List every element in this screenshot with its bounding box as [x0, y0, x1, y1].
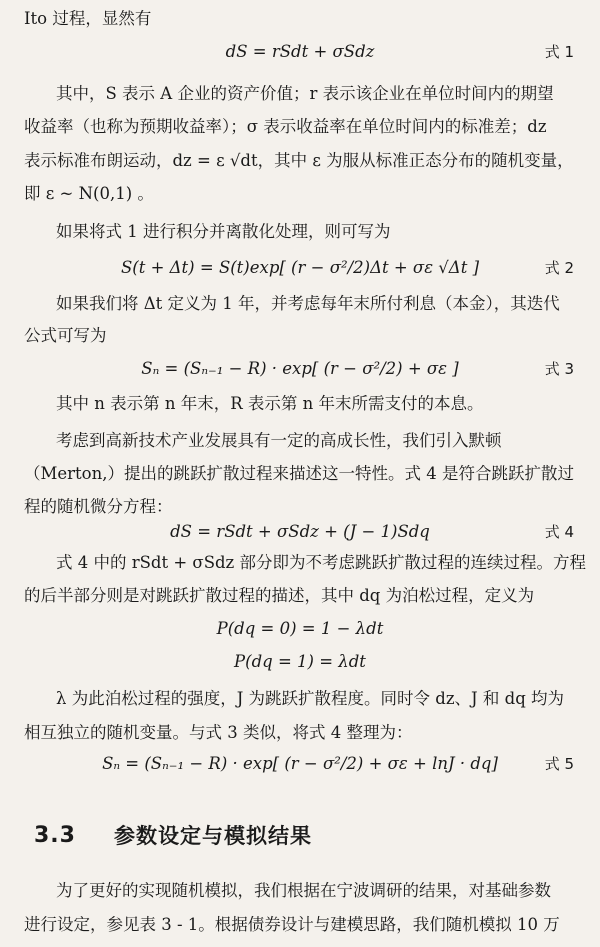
- equation-4: [0, 520, 600, 544]
- equation-formula: S(t + Δt) = S(t)exp[ (r − σ²/2)Δt + σε √Δt ]: [120, 258, 480, 277]
- equation-label: 式 4: [544, 523, 574, 541]
- text-line: 程的随机微分方程：: [24, 497, 173, 516]
- text-line: （Merton,）提出的跳跃扩散过程来描述这一特性。式 4 是符合跳跃扩散过: [24, 464, 574, 483]
- equation-formula: dS = rSdt + σSdz: [225, 42, 375, 61]
- equation-3: [0, 357, 600, 381]
- text-line: 为了更好的实现随机模拟，我们根据在宁波调研的结果，对基础参数: [56, 881, 551, 900]
- equation-label: 式 1: [544, 43, 574, 61]
- equation-1: [0, 40, 600, 64]
- equation-formula: P(dq = 0) = 1 − λdt: [216, 619, 384, 638]
- equation-formula: Sₙ = (Sₙ₋₁ − R) · exp[ (r − σ²/2) + σε ]: [141, 359, 459, 378]
- equation-5: [0, 617, 600, 641]
- text-line: 的后半部分则是对跳跃扩散过程的描述，其中 dq 为泊松过程，定义为: [24, 586, 535, 605]
- text-line: 表示标准布朗运动，dz = ε √dt，其中 ε 为服从标准正态分布的随机变量，: [24, 151, 574, 170]
- equation-7: [0, 752, 600, 776]
- text-line: 如果我们将 Δt 定义为 1 年，并考虑每年末所付利息（本金），其迭代: [56, 294, 560, 313]
- equation-label: 式 3: [544, 360, 574, 378]
- text-line: 进行设定，参见表 3 - 1。根据债券设计与建模思路，我们随机模拟 10 万: [24, 915, 560, 934]
- text-line: 公式可写为: [24, 326, 107, 345]
- text-line: Ito 过程，显然有: [24, 9, 152, 28]
- text-line: 考虑到高新技术产业发展具有一定的高成长性，我们引入默顿: [56, 431, 502, 450]
- section-title: 参数设定与模拟结果: [113, 824, 312, 848]
- equation-label: 式 5: [544, 755, 574, 773]
- text-line: 如果将式 1 进行积分并离散化处理，则可写为: [56, 222, 391, 241]
- section-heading: [34, 820, 312, 850]
- text-line: 即 ε ~ N(0,1) 。: [24, 184, 154, 203]
- text-line: 其中 n 表示第 n 年末，R 表示第 n 年末所需支付的本息。: [56, 394, 484, 413]
- text-line: 式 4 中的 rSdt + σSdz 部分即为不考虑跳跃扩散过程的连续过程。方程: [56, 553, 586, 572]
- section-number: 3.3: [34, 822, 76, 848]
- equation-formula: P(dq = 1) = λdt: [234, 652, 366, 671]
- equation-2: [0, 256, 600, 280]
- equation-6: [0, 650, 600, 674]
- equation-formula: Sₙ = (Sₙ₋₁ − R) · exp[ (r − σ²/2) + σε + lnJ · dq]: [102, 754, 498, 773]
- equation-label: 式 2: [544, 259, 574, 277]
- equation-formula: dS = rSdt + σSdz + (J − 1)Sdq: [170, 522, 430, 541]
- text-line: 收益率（也称为预期收益率）；σ 表示收益率在单位时间内的标准差；dz: [24, 117, 547, 136]
- text-line: 其中，S 表示 A 企业的资产价值；r 表示该企业在单位时间内的期望: [56, 84, 554, 103]
- text-line: λ 为此泊松过程的强度，J 为跳跃扩散程度。同时令 dz、J 和 dq 均为: [56, 689, 565, 708]
- text-line: 相互独立的随机变量。与式 3 类似，将式 4 整理为：: [24, 723, 413, 742]
